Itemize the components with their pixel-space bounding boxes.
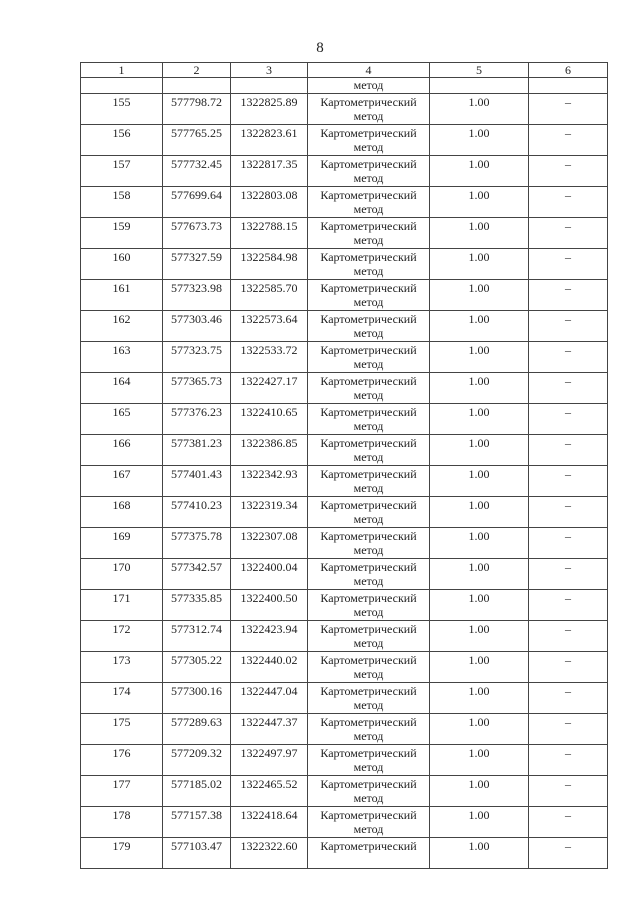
table-cell — [430, 78, 529, 94]
table-cell — [231, 78, 308, 94]
point-number-cell: 155 — [81, 94, 163, 125]
note-cell: – — [529, 373, 608, 404]
table-row — [81, 125, 608, 156]
method-cell: Картометрический метод — [308, 435, 430, 466]
note-cell: – — [529, 776, 608, 807]
point-number-cell: 176 — [81, 745, 163, 776]
table-row — [81, 435, 608, 466]
point-number-cell: 158 — [81, 187, 163, 218]
carryover-row — [81, 78, 608, 94]
table-row — [81, 714, 608, 745]
accuracy-cell: 1.00 — [430, 218, 529, 249]
x-coordinate-cell: 577305.22 — [163, 652, 231, 683]
note-cell: – — [529, 280, 608, 311]
y-coordinate-cell: 1322423.94 — [231, 621, 308, 652]
point-number-cell: 178 — [81, 807, 163, 838]
method-cell: Картометрический метод — [308, 125, 430, 156]
table-cell — [81, 78, 163, 94]
accuracy-cell: 1.00 — [430, 621, 529, 652]
y-coordinate-cell: 1322825.89 — [231, 94, 308, 125]
table-row — [81, 683, 608, 714]
method-cell: Картометрический метод — [308, 466, 430, 497]
column-header: 1 — [81, 63, 163, 78]
point-number-cell: 162 — [81, 311, 163, 342]
x-coordinate-cell: 577323.75 — [163, 342, 231, 373]
column-header: 5 — [430, 63, 529, 78]
y-coordinate-cell: 1322533.72 — [231, 342, 308, 373]
x-coordinate-cell: 577303.46 — [163, 311, 231, 342]
note-cell: – — [529, 404, 608, 435]
point-number-cell: 169 — [81, 528, 163, 559]
note-cell: – — [529, 838, 608, 869]
method-cell: Картометрический метод — [308, 683, 430, 714]
point-number-cell: 164 — [81, 373, 163, 404]
accuracy-cell: 1.00 — [430, 435, 529, 466]
y-coordinate-cell: 1322427.17 — [231, 373, 308, 404]
table-row — [81, 187, 608, 218]
method-cell: Картометрический метод — [308, 745, 430, 776]
method-cell: Картометрический метод — [308, 776, 430, 807]
column-header: 3 — [231, 63, 308, 78]
point-number-cell: 156 — [81, 125, 163, 156]
note-cell: – — [529, 621, 608, 652]
note-cell: – — [529, 714, 608, 745]
page-number: 8 — [316, 40, 324, 56]
method-cell: Картометрический — [308, 838, 430, 869]
x-coordinate-cell: 577342.57 — [163, 559, 231, 590]
accuracy-cell: 1.00 — [430, 559, 529, 590]
table-row — [81, 466, 608, 497]
table-row — [81, 342, 608, 373]
accuracy-cell: 1.00 — [430, 466, 529, 497]
point-number-cell: 165 — [81, 404, 163, 435]
method-cell: Картометрический метод — [308, 497, 430, 528]
table-row — [81, 559, 608, 590]
accuracy-cell: 1.00 — [430, 838, 529, 869]
note-cell: – — [529, 156, 608, 187]
table-row — [81, 776, 608, 807]
column-header: 6 — [529, 63, 608, 78]
x-coordinate-cell: 577323.98 — [163, 280, 231, 311]
method-cell: Картометрический метод — [308, 94, 430, 125]
x-coordinate-cell: 577673.73 — [163, 218, 231, 249]
method-cell: Картометрический метод — [308, 652, 430, 683]
x-coordinate-cell: 577300.16 — [163, 683, 231, 714]
method-cell: Картометрический метод — [308, 559, 430, 590]
note-cell: – — [529, 745, 608, 776]
table-row — [81, 373, 608, 404]
x-coordinate-cell: 577375.78 — [163, 528, 231, 559]
point-number-cell: 166 — [81, 435, 163, 466]
note-cell: – — [529, 187, 608, 218]
note-cell: – — [529, 218, 608, 249]
x-coordinate-cell: 577157.38 — [163, 807, 231, 838]
point-number-cell: 173 — [81, 652, 163, 683]
table-row — [81, 311, 608, 342]
table-row — [81, 807, 608, 838]
note-cell: – — [529, 342, 608, 373]
y-coordinate-cell: 1322440.02 — [231, 652, 308, 683]
table-row — [81, 218, 608, 249]
note-cell: – — [529, 125, 608, 156]
method-cell: Картометрический метод — [308, 714, 430, 745]
note-cell: – — [529, 94, 608, 125]
point-number-cell: 170 — [81, 559, 163, 590]
method-cell: Картометрический метод — [308, 590, 430, 621]
point-number-cell: 177 — [81, 776, 163, 807]
x-coordinate-cell: 577732.45 — [163, 156, 231, 187]
accuracy-cell: 1.00 — [430, 745, 529, 776]
note-cell: – — [529, 559, 608, 590]
table-cell — [529, 78, 608, 94]
table-cell — [163, 78, 231, 94]
x-coordinate-cell: 577209.32 — [163, 745, 231, 776]
y-coordinate-cell: 1322447.37 — [231, 714, 308, 745]
table-row — [81, 94, 608, 125]
column-header: 2 — [163, 63, 231, 78]
table-row — [81, 497, 608, 528]
note-cell: – — [529, 807, 608, 838]
x-coordinate-cell: 577335.85 — [163, 590, 231, 621]
x-coordinate-cell: 577103.47 — [163, 838, 231, 869]
x-coordinate-cell: 577381.23 — [163, 435, 231, 466]
table-row — [81, 621, 608, 652]
method-cell: Картометрический метод — [308, 187, 430, 218]
x-coordinate-cell: 577185.02 — [163, 776, 231, 807]
method-cell: Картометрический метод — [308, 373, 430, 404]
accuracy-cell: 1.00 — [430, 590, 529, 621]
accuracy-cell: 1.00 — [430, 280, 529, 311]
y-coordinate-cell: 1322447.04 — [231, 683, 308, 714]
note-cell: – — [529, 683, 608, 714]
table-row — [81, 404, 608, 435]
table-row — [81, 838, 608, 869]
y-coordinate-cell: 1322585.70 — [231, 280, 308, 311]
note-cell: – — [529, 528, 608, 559]
accuracy-cell: 1.00 — [430, 125, 529, 156]
table-row — [81, 745, 608, 776]
point-number-cell: 160 — [81, 249, 163, 280]
x-coordinate-cell: 577365.73 — [163, 373, 231, 404]
accuracy-cell: 1.00 — [430, 373, 529, 404]
table-row — [81, 528, 608, 559]
point-number-cell: 161 — [81, 280, 163, 311]
y-coordinate-cell: 1322823.61 — [231, 125, 308, 156]
point-number-cell: 163 — [81, 342, 163, 373]
note-cell: – — [529, 590, 608, 621]
accuracy-cell: 1.00 — [430, 497, 529, 528]
x-coordinate-cell: 577798.72 — [163, 94, 231, 125]
note-cell: – — [529, 652, 608, 683]
table-row — [81, 280, 608, 311]
method-cell: Картометрический метод — [308, 311, 430, 342]
x-coordinate-cell: 577410.23 — [163, 497, 231, 528]
y-coordinate-cell: 1322307.08 — [231, 528, 308, 559]
note-cell: – — [529, 311, 608, 342]
accuracy-cell: 1.00 — [430, 404, 529, 435]
point-number-cell: 168 — [81, 497, 163, 528]
y-coordinate-cell: 1322584.98 — [231, 249, 308, 280]
method-cell: Картометрический метод — [308, 218, 430, 249]
accuracy-cell: 1.00 — [430, 652, 529, 683]
table-header-row — [81, 63, 608, 78]
accuracy-cell: 1.00 — [430, 342, 529, 373]
x-coordinate-cell: 577376.23 — [163, 404, 231, 435]
y-coordinate-cell: 1322322.60 — [231, 838, 308, 869]
accuracy-cell: 1.00 — [430, 714, 529, 745]
table-row — [81, 590, 608, 621]
point-number-cell: 171 — [81, 590, 163, 621]
y-coordinate-cell: 1322573.64 — [231, 311, 308, 342]
y-coordinate-cell: 1322386.85 — [231, 435, 308, 466]
method-cell: Картометрический метод — [308, 807, 430, 838]
point-number-cell: 167 — [81, 466, 163, 497]
x-coordinate-cell: 577765.25 — [163, 125, 231, 156]
accuracy-cell: 1.00 — [430, 683, 529, 714]
table-row — [81, 156, 608, 187]
y-coordinate-cell: 1322400.04 — [231, 559, 308, 590]
table-body — [81, 78, 608, 869]
y-coordinate-cell: 1322400.50 — [231, 590, 308, 621]
x-coordinate-cell: 577699.64 — [163, 187, 231, 218]
y-coordinate-cell: 1322410.65 — [231, 404, 308, 435]
note-cell: – — [529, 466, 608, 497]
method-cell: Картометрический метод — [308, 528, 430, 559]
y-coordinate-cell: 1322319.34 — [231, 497, 308, 528]
point-number-cell: 174 — [81, 683, 163, 714]
note-cell: – — [529, 497, 608, 528]
note-cell: – — [529, 435, 608, 466]
method-cell: Картометрический метод — [308, 156, 430, 187]
y-coordinate-cell: 1322803.08 — [231, 187, 308, 218]
accuracy-cell: 1.00 — [430, 249, 529, 280]
accuracy-cell: 1.00 — [430, 94, 529, 125]
point-number-cell: 179 — [81, 838, 163, 869]
x-coordinate-cell: 577289.63 — [163, 714, 231, 745]
table-row — [81, 652, 608, 683]
point-number-cell: 175 — [81, 714, 163, 745]
accuracy-cell: 1.00 — [430, 776, 529, 807]
method-cell: Картометрический метод — [308, 280, 430, 311]
x-coordinate-cell: 577327.59 — [163, 249, 231, 280]
accuracy-cell: 1.00 — [430, 156, 529, 187]
point-number-cell: 159 — [81, 218, 163, 249]
y-coordinate-cell: 1322497.97 — [231, 745, 308, 776]
table-row — [81, 249, 608, 280]
accuracy-cell: 1.00 — [430, 528, 529, 559]
point-number-cell: 157 — [81, 156, 163, 187]
method-cell: Картометрический метод — [308, 621, 430, 652]
accuracy-cell: 1.00 — [430, 187, 529, 218]
column-header: 4 — [308, 63, 430, 78]
note-cell: – — [529, 249, 608, 280]
y-coordinate-cell: 1322418.64 — [231, 807, 308, 838]
accuracy-cell: 1.00 — [430, 311, 529, 342]
x-coordinate-cell: 577401.43 — [163, 466, 231, 497]
carryover-method-cell: метод — [308, 78, 430, 94]
y-coordinate-cell: 1322788.15 — [231, 218, 308, 249]
y-coordinate-cell: 1322342.93 — [231, 466, 308, 497]
x-coordinate-cell: 577312.74 — [163, 621, 231, 652]
method-cell: Картометрический метод — [308, 249, 430, 280]
y-coordinate-cell: 1322817.35 — [231, 156, 308, 187]
method-cell: Картометрический метод — [308, 404, 430, 435]
method-cell: Картометрический метод — [308, 342, 430, 373]
coordinates-table — [80, 62, 608, 869]
accuracy-cell: 1.00 — [430, 807, 529, 838]
point-number-cell: 172 — [81, 621, 163, 652]
y-coordinate-cell: 1322465.52 — [231, 776, 308, 807]
